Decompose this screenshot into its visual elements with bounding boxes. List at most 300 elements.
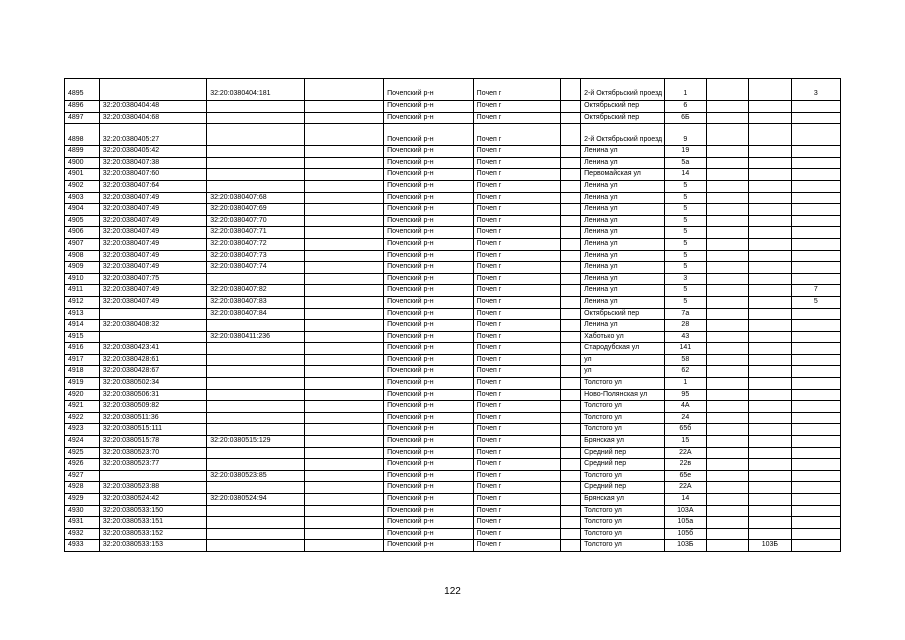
- table-row: [65, 459, 841, 471]
- empty-cell: [706, 79, 749, 101]
- town-cell: Почеп г: [473, 124, 560, 146]
- street-cell: Первомайская ул: [581, 169, 665, 181]
- cadastral-number-secondary: [207, 540, 304, 552]
- empty-cell: [561, 389, 581, 401]
- house-cell: 22в: [665, 459, 706, 471]
- cadastral-number: 32:20:0380407:49: [99, 192, 206, 204]
- apartment-cell: 3: [791, 79, 840, 101]
- empty-cell: [304, 215, 384, 227]
- empty-cell: [561, 354, 581, 366]
- house-cell: 1: [665, 79, 706, 101]
- building-cell: [749, 262, 792, 274]
- table-row: [65, 169, 841, 181]
- house-cell: 5: [665, 180, 706, 192]
- town-cell: Почеп г: [473, 505, 560, 517]
- building-cell: [749, 436, 792, 448]
- table-row: [65, 180, 841, 192]
- cadastral-number-secondary: [207, 389, 304, 401]
- house-cell: 141: [665, 343, 706, 355]
- empty-cell: [561, 169, 581, 181]
- house-cell: 3: [665, 273, 706, 285]
- cadastral-number: 32:20:0380405:27: [99, 124, 206, 146]
- row-number: 4917: [65, 354, 100, 366]
- cadastral-number-secondary: [207, 517, 304, 529]
- building-cell: [749, 215, 792, 227]
- cadastral-number-secondary: 32:20:0380407:73: [207, 250, 304, 262]
- town-cell: Почеп г: [473, 146, 560, 158]
- table-row: [65, 146, 841, 158]
- house-cell: 5: [665, 204, 706, 216]
- apartment-cell: [791, 494, 840, 506]
- apartment-cell: [791, 101, 840, 113]
- building-cell: [749, 238, 792, 250]
- district-cell: Почепский р-н: [384, 389, 474, 401]
- empty-cell: [304, 192, 384, 204]
- street-cell: Средний пер: [581, 482, 665, 494]
- row-number: 4923: [65, 424, 100, 436]
- apartment-cell: [791, 505, 840, 517]
- district-cell: Почепский р-н: [384, 79, 474, 101]
- cadastral-number: 32:20:0380524:42: [99, 494, 206, 506]
- row-number: 4919: [65, 378, 100, 390]
- building-cell: [749, 517, 792, 529]
- empty-cell: [561, 238, 581, 250]
- building-cell: [749, 505, 792, 517]
- row-number: 4926: [65, 459, 100, 471]
- table-row: [65, 412, 841, 424]
- town-cell: Почеп г: [473, 378, 560, 390]
- apartment-cell: [791, 169, 840, 181]
- row-number: 4921: [65, 401, 100, 413]
- apartment-cell: [791, 180, 840, 192]
- apartment-cell: 7: [791, 285, 840, 297]
- district-cell: Почепский р-н: [384, 447, 474, 459]
- street-cell: Ленина ул: [581, 285, 665, 297]
- cadastral-number-secondary: [207, 169, 304, 181]
- apartment-cell: [791, 331, 840, 343]
- cadastral-number-secondary: [207, 124, 304, 146]
- district-cell: Почепский р-н: [384, 308, 474, 320]
- cadastral-number: 32:20:0380506:31: [99, 389, 206, 401]
- empty-cell: [304, 528, 384, 540]
- town-cell: Почеп г: [473, 470, 560, 482]
- table-row: [65, 101, 841, 113]
- building-cell: [749, 470, 792, 482]
- cadastral-number-secondary: [207, 112, 304, 124]
- empty-cell: [304, 204, 384, 216]
- table-row: [65, 401, 841, 413]
- empty-cell: [304, 482, 384, 494]
- building-cell: [749, 204, 792, 216]
- town-cell: Почеп г: [473, 227, 560, 239]
- house-cell: 58: [665, 354, 706, 366]
- table-row: [65, 470, 841, 482]
- cadastral-number-secondary: 32:20:0380407:84: [207, 308, 304, 320]
- empty-cell: [561, 285, 581, 297]
- table-row: [65, 366, 841, 378]
- table-row: [65, 424, 841, 436]
- district-cell: Почепский р-н: [384, 180, 474, 192]
- cadastral-number: 32:20:0380407:64: [99, 180, 206, 192]
- apartment-cell: [791, 482, 840, 494]
- row-number: 4911: [65, 285, 100, 297]
- row-number: 4899: [65, 146, 100, 158]
- cadastral-number-secondary: 32:20:0380407:69: [207, 204, 304, 216]
- district-cell: Почепский р-н: [384, 528, 474, 540]
- cadastral-number-secondary: [207, 146, 304, 158]
- town-cell: Почеп г: [473, 169, 560, 181]
- empty-cell: [561, 412, 581, 424]
- district-cell: Почепский р-н: [384, 459, 474, 471]
- row-number: 4909: [65, 262, 100, 274]
- building-cell: [749, 331, 792, 343]
- empty-cell: [561, 482, 581, 494]
- cadastral-number-secondary: [207, 447, 304, 459]
- street-cell: 2-й Октябрьский проезд: [581, 79, 665, 101]
- building-cell: [749, 494, 792, 506]
- table-row: [65, 505, 841, 517]
- district-cell: Почепский р-н: [384, 215, 474, 227]
- district-cell: Почепский р-н: [384, 101, 474, 113]
- district-cell: Почепский р-н: [384, 238, 474, 250]
- house-cell: 95: [665, 389, 706, 401]
- page-number: 122: [444, 586, 461, 597]
- empty-cell: [304, 470, 384, 482]
- cadastral-number: 32:20:0380407:49: [99, 296, 206, 308]
- empty-cell: [561, 459, 581, 471]
- row-number: 4905: [65, 215, 100, 227]
- street-cell: Ленина ул: [581, 204, 665, 216]
- cadastral-number-secondary: 32:20:0380407:83: [207, 296, 304, 308]
- empty-cell: [706, 482, 749, 494]
- table-row: [65, 296, 841, 308]
- cadastral-number-secondary: [207, 528, 304, 540]
- register-table: [64, 78, 841, 552]
- town-cell: Почеп г: [473, 204, 560, 216]
- town-cell: Почеп г: [473, 285, 560, 297]
- building-cell: [749, 296, 792, 308]
- empty-cell: [561, 540, 581, 552]
- empty-cell: [304, 79, 384, 101]
- town-cell: Почеп г: [473, 238, 560, 250]
- apartment-cell: [791, 459, 840, 471]
- empty-cell: [304, 540, 384, 552]
- apartment-cell: [791, 401, 840, 413]
- cadastral-number: 32:20:0380407:38: [99, 157, 206, 169]
- table-row: [65, 308, 841, 320]
- table-row: [65, 540, 841, 552]
- cadastral-number-secondary: [207, 378, 304, 390]
- row-number: 4930: [65, 505, 100, 517]
- empty-cell: [706, 470, 749, 482]
- street-cell: Толстого ул: [581, 540, 665, 552]
- table-row: [65, 227, 841, 239]
- street-cell: Брянская ул: [581, 494, 665, 506]
- street-cell: Стародубская ул: [581, 343, 665, 355]
- empty-cell: [561, 517, 581, 529]
- table-row: [65, 215, 841, 227]
- empty-cell: [561, 79, 581, 101]
- empty-cell: [706, 401, 749, 413]
- empty-cell: [706, 494, 749, 506]
- cadastral-number: 32:20:0380407:49: [99, 238, 206, 250]
- building-cell: [749, 354, 792, 366]
- apartment-cell: [791, 424, 840, 436]
- empty-cell: [304, 436, 384, 448]
- row-number: 4897: [65, 112, 100, 124]
- empty-cell: [706, 343, 749, 355]
- table-row: [65, 517, 841, 529]
- apartment-cell: [791, 157, 840, 169]
- cadastral-number: 32:20:0380515:78: [99, 436, 206, 448]
- house-cell: 103Б: [665, 540, 706, 552]
- district-cell: Почепский р-н: [384, 412, 474, 424]
- empty-cell: [561, 331, 581, 343]
- cadastral-number: 32:20:0380428:61: [99, 354, 206, 366]
- district-cell: Почепский р-н: [384, 482, 474, 494]
- cadastral-number-secondary: 32:20:0380524:94: [207, 494, 304, 506]
- row-number: 4931: [65, 517, 100, 529]
- apartment-cell: [791, 215, 840, 227]
- empty-cell: [561, 227, 581, 239]
- cadastral-number-secondary: 32:20:0380407:72: [207, 238, 304, 250]
- empty-cell: [304, 250, 384, 262]
- empty-cell: [304, 343, 384, 355]
- empty-cell: [706, 296, 749, 308]
- apartment-cell: [791, 470, 840, 482]
- row-number: 4925: [65, 447, 100, 459]
- empty-cell: [304, 180, 384, 192]
- empty-cell: [561, 146, 581, 158]
- apartment-cell: [791, 343, 840, 355]
- empty-cell: [706, 285, 749, 297]
- empty-cell: [304, 389, 384, 401]
- town-cell: Почеп г: [473, 436, 560, 448]
- empty-cell: [706, 378, 749, 390]
- empty-cell: [304, 101, 384, 113]
- cadastral-number: 32:20:0380407:75: [99, 273, 206, 285]
- row-number: 4932: [65, 528, 100, 540]
- empty-cell: [706, 459, 749, 471]
- empty-cell: [706, 517, 749, 529]
- table-row: [65, 285, 841, 297]
- cadastral-number: 32:20:0380511:36: [99, 412, 206, 424]
- town-cell: Почеп г: [473, 424, 560, 436]
- district-cell: Почепский р-н: [384, 343, 474, 355]
- empty-cell: [304, 517, 384, 529]
- empty-cell: [304, 401, 384, 413]
- house-cell: 4А: [665, 401, 706, 413]
- house-cell: 9: [665, 124, 706, 146]
- cadastral-number-secondary: 32:20:0380515:129: [207, 436, 304, 448]
- house-cell: 5: [665, 238, 706, 250]
- cadastral-number-secondary: 32:20:0380407:82: [207, 285, 304, 297]
- street-cell: Ленина ул: [581, 273, 665, 285]
- street-cell: Ленина ул: [581, 192, 665, 204]
- row-number: 4901: [65, 169, 100, 181]
- district-cell: Почепский р-н: [384, 424, 474, 436]
- table-row: [65, 112, 841, 124]
- street-cell: Октябрьский пер: [581, 112, 665, 124]
- district-cell: Почепский р-н: [384, 262, 474, 274]
- town-cell: Почеп г: [473, 528, 560, 540]
- house-cell: 62: [665, 366, 706, 378]
- empty-cell: [304, 366, 384, 378]
- row-number: 4902: [65, 180, 100, 192]
- empty-cell: [706, 366, 749, 378]
- building-cell: [749, 285, 792, 297]
- town-cell: Почеп г: [473, 401, 560, 413]
- empty-cell: [561, 192, 581, 204]
- row-number: 4904: [65, 204, 100, 216]
- cadastral-number-secondary: [207, 354, 304, 366]
- empty-cell: [304, 320, 384, 332]
- table-body: [65, 79, 841, 552]
- empty-cell: [561, 101, 581, 113]
- empty-cell: [706, 204, 749, 216]
- table-row: [65, 447, 841, 459]
- apartment-cell: [791, 250, 840, 262]
- building-cell: [749, 146, 792, 158]
- town-cell: Почеп г: [473, 412, 560, 424]
- row-number: 4900: [65, 157, 100, 169]
- empty-cell: [304, 273, 384, 285]
- district-cell: Почепский р-н: [384, 436, 474, 448]
- house-cell: 105а: [665, 517, 706, 529]
- house-cell: 24: [665, 412, 706, 424]
- street-cell: Толстого ул: [581, 528, 665, 540]
- row-number: 4929: [65, 494, 100, 506]
- empty-cell: [561, 204, 581, 216]
- district-cell: Почепский р-н: [384, 146, 474, 158]
- empty-cell: [304, 262, 384, 274]
- empty-cell: [706, 238, 749, 250]
- empty-cell: [706, 273, 749, 285]
- apartment-cell: [791, 238, 840, 250]
- apartment-cell: [791, 192, 840, 204]
- town-cell: Почеп г: [473, 215, 560, 227]
- row-number: 4895: [65, 79, 100, 101]
- house-cell: 65е: [665, 470, 706, 482]
- street-cell: Толстого ул: [581, 424, 665, 436]
- row-number: 4907: [65, 238, 100, 250]
- street-cell: Толстого ул: [581, 505, 665, 517]
- district-cell: Почепский р-н: [384, 227, 474, 239]
- district-cell: Почепский р-н: [384, 204, 474, 216]
- district-cell: Почепский р-н: [384, 517, 474, 529]
- cadastral-number: 32:20:0380407:49: [99, 204, 206, 216]
- house-cell: 5: [665, 262, 706, 274]
- cadastral-number-secondary: [207, 366, 304, 378]
- building-cell: [749, 528, 792, 540]
- town-cell: Почеп г: [473, 343, 560, 355]
- empty-cell: [561, 401, 581, 413]
- cadastral-number: 32:20:0380523:77: [99, 459, 206, 471]
- empty-cell: [561, 250, 581, 262]
- row-number: 4927: [65, 470, 100, 482]
- street-cell: Ленина ул: [581, 157, 665, 169]
- apartment-cell: [791, 436, 840, 448]
- building-cell: [749, 124, 792, 146]
- cadastral-number: 32:20:0380523:88: [99, 482, 206, 494]
- apartment-cell: [791, 447, 840, 459]
- town-cell: Почеп г: [473, 459, 560, 471]
- row-number: 4896: [65, 101, 100, 113]
- row-number: 4920: [65, 389, 100, 401]
- cadastral-number-secondary: [207, 180, 304, 192]
- house-cell: 6Б: [665, 112, 706, 124]
- house-cell: 5: [665, 296, 706, 308]
- row-number: 4908: [65, 250, 100, 262]
- town-cell: Почеп г: [473, 192, 560, 204]
- apartment-cell: [791, 389, 840, 401]
- town-cell: Почеп г: [473, 540, 560, 552]
- empty-cell: [706, 540, 749, 552]
- cadastral-number-secondary: [207, 482, 304, 494]
- cadastral-number-secondary: [207, 320, 304, 332]
- cadastral-number: [99, 470, 206, 482]
- cadastral-number-secondary: [207, 101, 304, 113]
- street-cell: Ленина ул: [581, 180, 665, 192]
- district-cell: Почепский р-н: [384, 494, 474, 506]
- building-cell: [749, 273, 792, 285]
- empty-cell: [706, 320, 749, 332]
- apartment-cell: [791, 124, 840, 146]
- building-cell: [749, 101, 792, 113]
- house-cell: 1: [665, 378, 706, 390]
- apartment-cell: 5: [791, 296, 840, 308]
- empty-cell: [706, 262, 749, 274]
- empty-cell: [561, 436, 581, 448]
- town-cell: Почеп г: [473, 112, 560, 124]
- town-cell: Почеп г: [473, 482, 560, 494]
- cadastral-number: 32:20:0380407:49: [99, 250, 206, 262]
- empty-cell: [304, 112, 384, 124]
- district-cell: Почепский р-н: [384, 192, 474, 204]
- empty-cell: [706, 157, 749, 169]
- town-cell: Почеп г: [473, 180, 560, 192]
- district-cell: Почепский р-н: [384, 169, 474, 181]
- row-number: 4912: [65, 296, 100, 308]
- empty-cell: [706, 250, 749, 262]
- empty-cell: [304, 296, 384, 308]
- empty-cell: [304, 308, 384, 320]
- district-cell: Почепский р-н: [384, 250, 474, 262]
- street-cell: Толстого ул: [581, 412, 665, 424]
- building-cell: [749, 250, 792, 262]
- district-cell: Почепский р-н: [384, 505, 474, 517]
- empty-cell: [304, 412, 384, 424]
- cadastral-number: 32:20:0380428:67: [99, 366, 206, 378]
- empty-cell: [304, 424, 384, 436]
- table-row: [65, 320, 841, 332]
- empty-cell: [561, 494, 581, 506]
- building-cell: [749, 192, 792, 204]
- cadastral-number: 32:20:0380407:49: [99, 227, 206, 239]
- empty-cell: [304, 169, 384, 181]
- empty-cell: [561, 528, 581, 540]
- street-cell: Средний пер: [581, 459, 665, 471]
- cadastral-number: 32:20:0380533:150: [99, 505, 206, 517]
- cadastral-number-secondary: [207, 412, 304, 424]
- house-cell: 19: [665, 146, 706, 158]
- table-row: [65, 389, 841, 401]
- row-number: 4924: [65, 436, 100, 448]
- table-row: [65, 204, 841, 216]
- empty-cell: [706, 112, 749, 124]
- table-row: [65, 436, 841, 448]
- apartment-cell: [791, 528, 840, 540]
